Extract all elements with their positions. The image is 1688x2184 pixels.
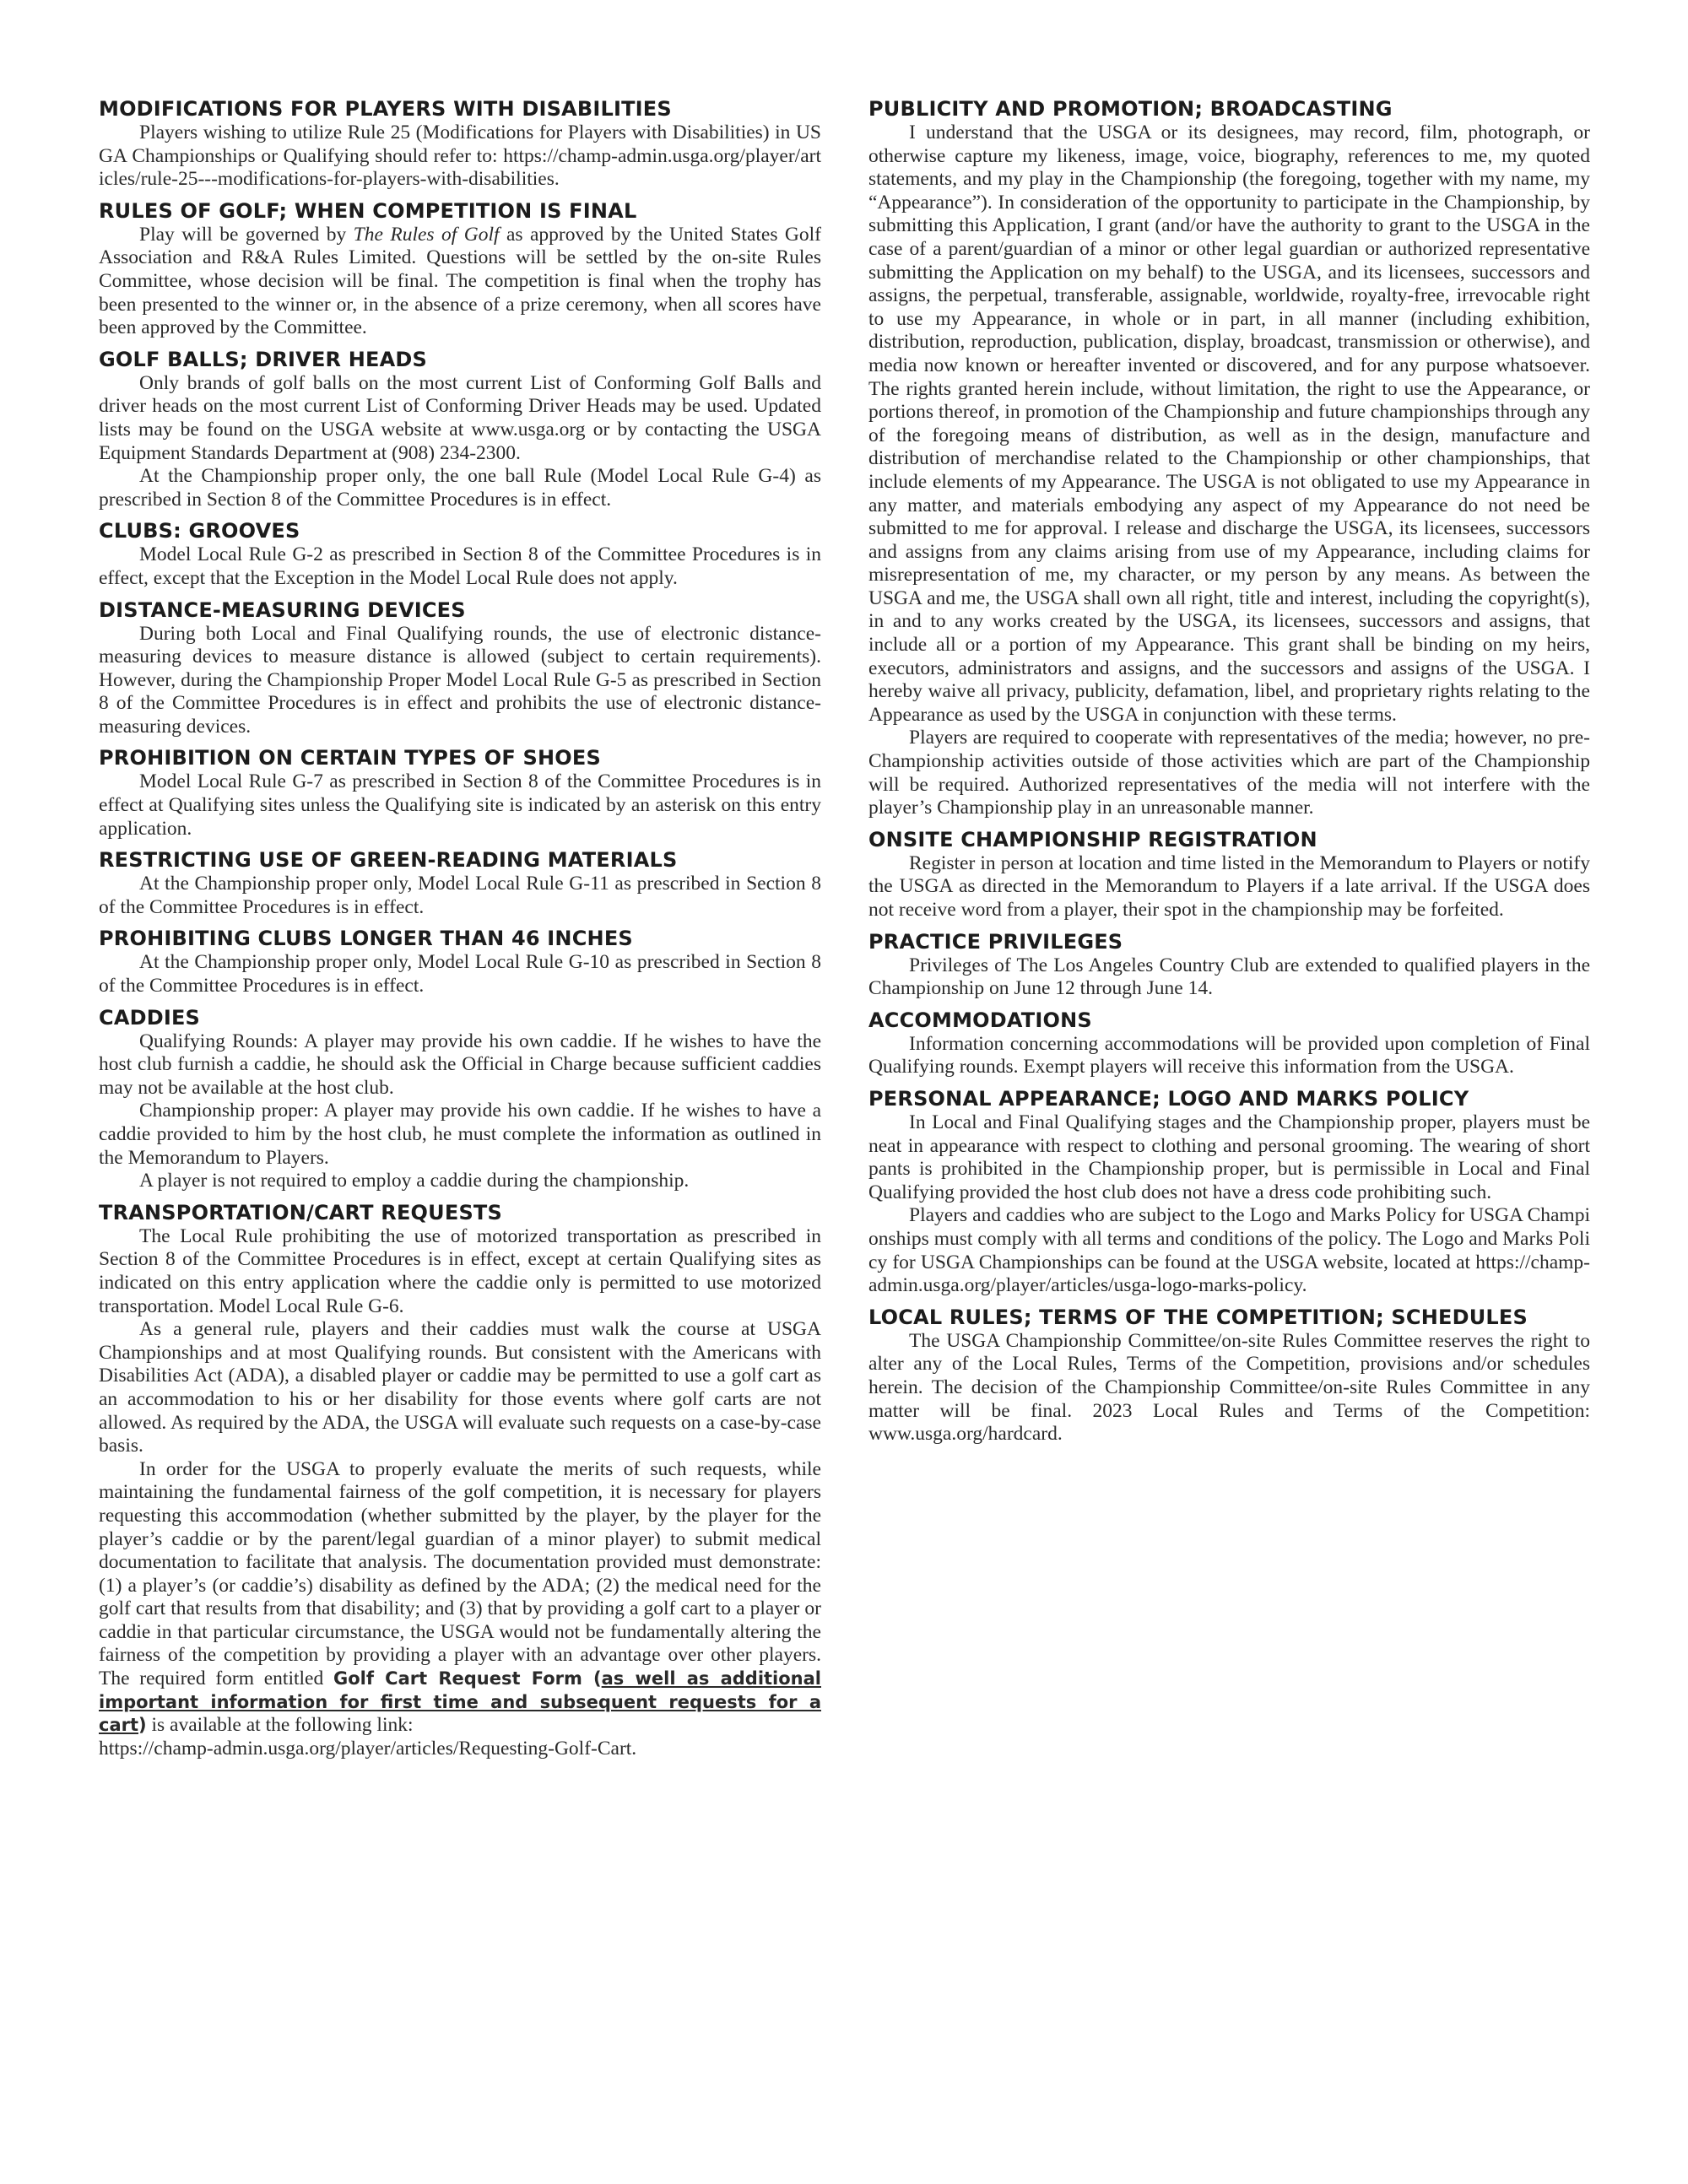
section-heading: RESTRICTING USE OF GREEN-READING MATERIALS <box>99 848 678 873</box>
section-caddies <box>99 1005 821 1193</box>
section-rules-of-golf <box>99 198 821 340</box>
section-heading: RULES OF GOLF; WHEN COMPETITION IS FINAL <box>99 198 637 223</box>
paragraph <box>99 1458 821 1738</box>
paragraph: I understand that the USGA or its designees, may record, film, photograph, or otherwise capture my likeness, image, voice, biography, references to me, my quoted statements, and my play in the Championship (the foregoing, together with my name, my “Appearance”). In consideration of the opportunity to participate in the Championship, by submitting this Application, I grant (and/or have the authority to grant to the USGA in the case of a parent/guardian of a minor or other legal guardian or authorized representative submitting the Application on my behalf) to the USGA, and its licensees, successors and assigns, the perpetual, transferable, assignable, worldwide, royalty-free, irrevocable right to use my Appearance, in whole or in part, in all manner (including exhibition, distribution, reproduction, publication, display, broadcast, transmission or otherwise), and media now known or hereafter invented or discovered, and for any purpose whatsoever. The rights granted herein include, without limitation, the right to use the Appearance, or portions thereof, in promotion of the Championship and future championships through any of the foregoing means of distribution, as well as in the design, manufacture and distribution of merchandise related to the Championship or other championships, that include elements of my Appearance. The USGA is not obligated to use my Appearance in any matter, and materials embodying any aspect of my Appearance do not need be submitted to me for approval. I release and discharge the USGA, its licensees, successors and assigns from any claims arising from use of my Appearance, including claims for misrepresentation of me, my character, or my person by any means. As between the USGA and me, the USGA shall own all right, title and interest, including the copyright(s), in and to any works created by the USGA, its licensees, successors and assigns, that include all or a portion of my Appearance. This grant shall be binding on my heirs, executors, administrators and assigns, and the successors and assigns of the USGA. I hereby waive all privacy, publicity, defamation, libel, and proprietary rights relating to the Appearance as used by the USGA in conjunction with these terms. <box>868 122 1590 726</box>
text-run: In order for the USGA to properly evaluate the merits of such requests, while maintaining the fundamental fairness of the golf competition, it is necessary for players requesting this accommodation (whether submitted by the player, by the player for the player’s caddie or by the parent/legal guardian of a minor player) to submit medical documentation to facilitate that analysis. The documentation provided must demonstrate: (1) a player’s (or caddie’s) disability as defined by the ADA; (2) the medical need for the golf cart that results from that disability; and (3) that by providing a golf cart to a player or caddie in that particular circumstance, the USGA would not be fundamentally altering the fairness of the competition by providing a player with an advantage over other players. The required form entitled <box>99 1457 821 1690</box>
paragraph: At the Championship proper only, Model Local Rule G-11 as prescribed in Section 8 of the Committee Procedures is in effect. <box>99 873 821 918</box>
section-heading: DISTANCE-MEASURING DEVICES <box>99 597 466 622</box>
text-run: is available at the following link: <box>146 1714 414 1737</box>
paragraph: Privileges of The Los Angeles Country Club are extended to qualified players in the Championship on June 12 through June 14. <box>868 954 1590 1000</box>
rules-of-golf-title: The Rules of Golf <box>353 223 500 246</box>
left-column <box>99 96 821 1767</box>
section-modifications <box>99 96 821 192</box>
paragraph: At the Championship proper only, Model Local Rule G-10 as prescribed in Section 8 of the Committee Procedures is in effect. <box>99 951 821 997</box>
paragraph: As a general rule, players and their caddies must walk the course at USGA Championships and at most Qualifying rounds. But consistent with the Americans with Disabilities Act (ADA), a disabled player or caddie may be permitted to use a golf cart as an accommodation to his or her disability for those events where golf carts are not allowed. As required by the ADA, the USGA will evaluate such requests on a case-by-case basis. <box>99 1318 821 1457</box>
paragraph: Model Local Rule G-7 as prescribed in Section 8 of the Committee Procedures is in effect at Qualifying sites unless the Qualifying site is indicated by an asterisk on this entry application. <box>99 770 821 840</box>
form-title-close: ) <box>138 1715 147 1736</box>
paragraph: Register in person at location and time listed in the Memorandum to Players or notify the USGA as directed in the Memorandum to Players if a late arrival. If the USGA does not receive word from a player, their spot in the championship may be forfeited. <box>868 851 1590 921</box>
section-heading: PROHIBITION ON CERTAIN TYPES OF SHOES <box>99 746 601 770</box>
section-heading: PERSONAL APPEARANCE; LOGO AND MARKS POLICY <box>868 1086 1469 1111</box>
form-title: Golf Cart Request Form ( <box>333 1668 602 1689</box>
section-long-clubs <box>99 926 821 997</box>
right-column <box>868 96 1590 1453</box>
paragraph: Information concerning accommodations will be provided upon completion of Final Qualifying rounds. Exempt players will receive this information from the USGA. <box>868 1032 1590 1078</box>
section-heading: GOLF BALLS; DRIVER HEADS <box>99 347 428 371</box>
section-appearance <box>868 1086 1590 1298</box>
section-heading: TRANSPORTATION/CART REQUESTS <box>99 1200 502 1224</box>
text-run: as approved by the United States Golf Association and R&A Rules Limited. Questions will be settled by the on-site Rules Committee, whose decision will be final. The competition is final when the trophy has been presented to the winner or, in the absence of a prize ceremony, when all scores have been approved by the Committee. <box>99 223 821 339</box>
paragraph: At the Championship proper only, the one ball Rule (Model Local Rule G-4) as prescribed in Section 8 of the Committee Procedures is in effect. <box>99 465 821 511</box>
paragraph: The USGA Championship Committee/on-site Rules Committee reserves the right to alter any of the Local Rules, Terms of the Competition, provisions and/or schedules herein. The decision of the Championship Committee/on-site Rules Committee in any matter will be final. 2023 Local Rules and Terms of the Competition: www.usga.org/hardcard. <box>868 1329 1590 1446</box>
section-heading: MODIFICATIONS FOR PLAYERS WITH DISABILITIES <box>99 97 672 121</box>
section-heading: PROHIBITING CLUBS LONGER THAN 46 INCHES <box>99 927 633 951</box>
cart-request-url: https://champ-admin.usga.org/player/articles/Requesting-Golf-Cart. <box>99 1737 637 1760</box>
section-distance-measuring <box>99 597 821 739</box>
section-shoes <box>99 745 821 841</box>
text-run: Play will be governed by <box>139 223 354 246</box>
paragraph: Model Local Rule G-2 as prescribed in Section 8 of the Committee Procedures is in effect, except that the Exception in the Model Local Rule does not apply. <box>99 543 821 589</box>
section-green-reading <box>99 847 821 919</box>
paragraph: Players and caddies who are subject to the Logo and Marks Policy for USGA Championships must comply with all terms and conditions of the policy. The Logo and Marks Policy for USGA Championships can be found at the USGA website, located at https://champ-admin.usga.org/player/articles/usga-logo-marks-policy. <box>868 1204 1590 1297</box>
section-transportation <box>99 1200 821 1761</box>
paragraph: A player is not required to employ a caddie during the championship. <box>139 1170 690 1192</box>
section-heading: PRACTICE PRIVILEGES <box>868 929 1123 954</box>
section-practice <box>868 929 1590 1001</box>
paragraph: Players are required to cooperate with representatives of the media; however, no pre-Championship activities outside of those activities which are part of the Championship will be required. Authorized representatives of the media will not interfere with the player’s Championship play in an unreasonable manner. <box>868 727 1590 819</box>
paragraph: In Local and Final Qualifying stages and the Championship proper, players must be neat in appearance with respect to clothing and personal grooming. The wearing of short pants is prohibited in the Championship proper, but is permissible in Local and Final Qualifying provided the host club does not have a dress code prohibiting such. <box>868 1111 1590 1203</box>
section-heading: ACCOMMODATIONS <box>868 1008 1092 1032</box>
section-registration <box>868 827 1590 922</box>
section-heading: LOCAL RULES; TERMS OF THE COMPETITION; SCHEDULES <box>868 1305 1528 1329</box>
paragraph: During both Local and Final Qualifying rounds, the use of electronic distance-measuring devices to measure distance is allowed (subject to certain requirements). However, during the Championship Proper Model Local Rule G-5 as prescribed in Section 8 of the Committee Procedures is in effect and prohibits the use of electronic distance-measuring devices. <box>99 622 821 738</box>
section-accommodations <box>868 1008 1590 1079</box>
section-heading: CADDIES <box>99 1005 201 1030</box>
paragraph: Championship proper: A player may provide his own caddie. If he wishes to have a caddie provided to him by the host club, he must complete the information as outlined in the Memorandum to Players. <box>99 1100 821 1169</box>
section-local-rules <box>868 1305 1590 1446</box>
paragraph: Players wishing to utilize Rule 25 (Modifications for Players with Disabilities) in USGA Championships or Qualifying should refer to: https://champ-admin.usga.org/player/articles/rule-25---modifications-for-players-with-disabilities. <box>99 122 821 191</box>
paragraph <box>99 224 821 340</box>
paragraph: Qualifying Rounds: A player may provide his own caddie. If he wishes to have the host club furnish a caddie, he should ask the Official in Charge because sufficient caddies may not be available at the host club. <box>99 1030 821 1099</box>
section-clubs-grooves <box>99 518 821 590</box>
section-heading: PUBLICITY AND PROMOTION; BROADCASTING <box>868 97 1393 121</box>
section-heading: ONSITE CHAMPIONSHIP REGISTRATION <box>868 827 1317 851</box>
paragraph: Only brands of golf balls on the most current List of Conforming Golf Balls and driver heads on the most current List of Conforming Driver Heads may be used. Updated lists may be found on the USGA website at www.usga.org or by contacting the USGA Equipment Standards Department at (908) 234-2300. <box>99 371 821 464</box>
section-heading: CLUBS: GROOVES <box>99 519 300 543</box>
cart-request-info-link[interactable]: as well as additional important information for first time and subsequent requests for a cart <box>99 1668 821 1736</box>
section-publicity <box>868 96 1590 820</box>
section-golf-balls <box>99 347 821 512</box>
paragraph: The Local Rule prohibiting the use of motorized transportation as prescribed in Section 8 of the Committee Procedures is in effect, except at certain Qualifying sites as indicated on this entry application where the caddie only is permitted to use motorized transportation. Model Local Rule G-6. <box>99 1224 821 1317</box>
